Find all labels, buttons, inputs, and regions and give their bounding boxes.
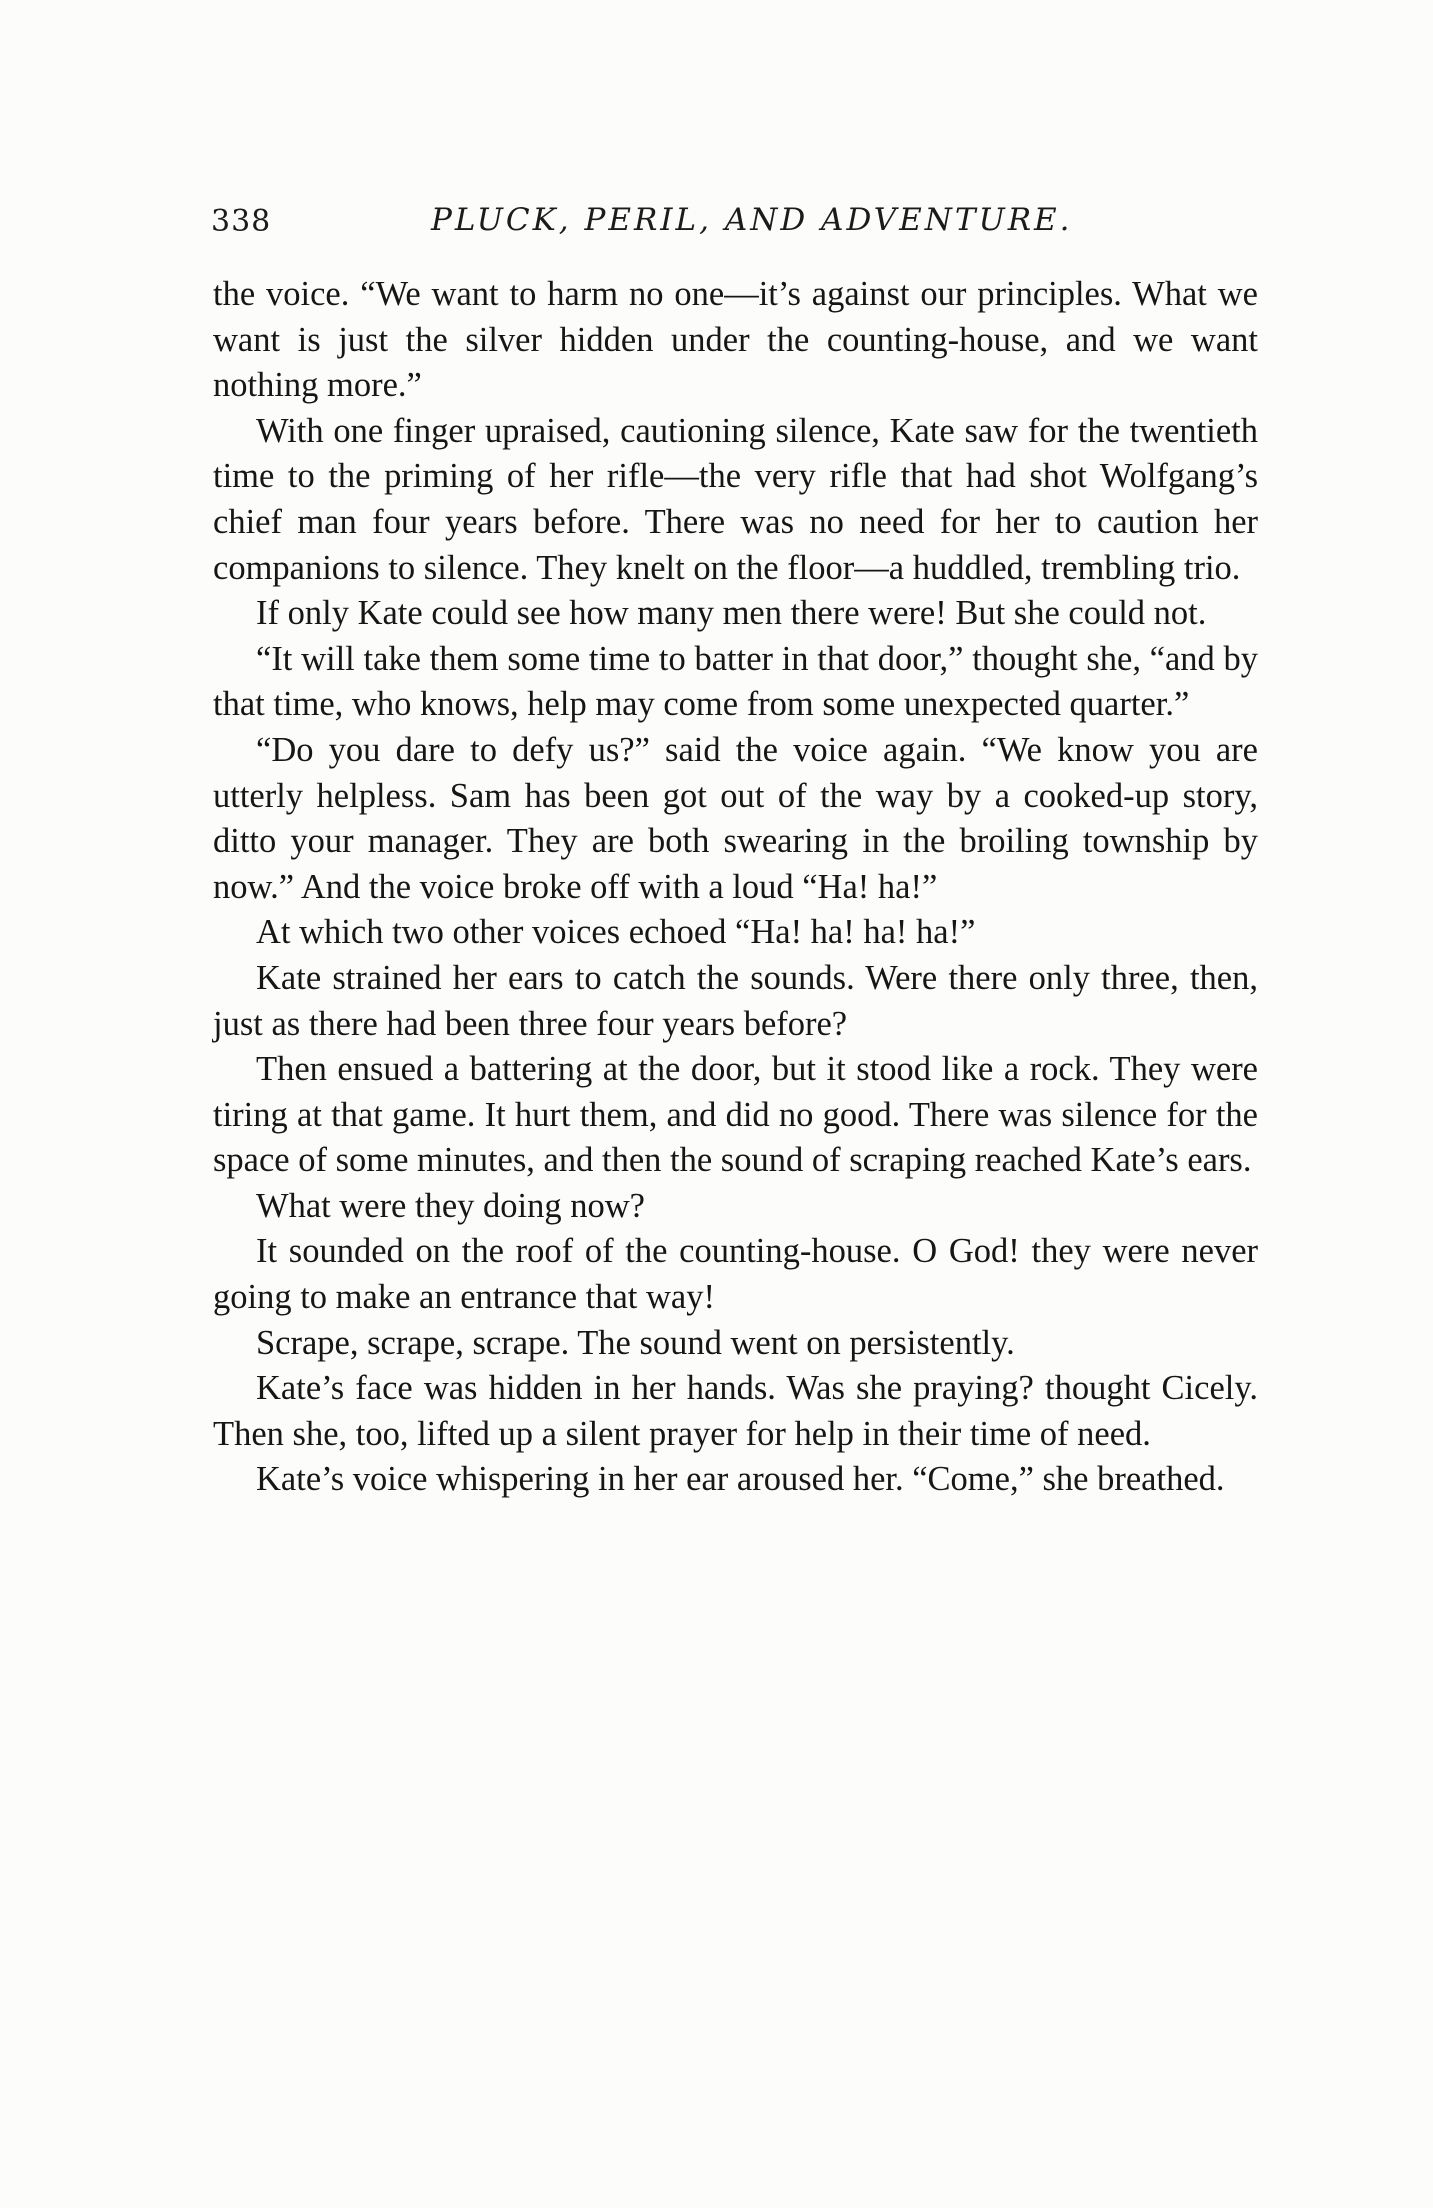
paragraph-continued: the voice. “We want to harm no one—it’s against our principles. What we want is just the silver hidden under the counting-house, and we want nothing more.” bbox=[213, 275, 1258, 405]
paragraph: With one finger upraised, cautioning silence, Kate saw for the twentieth time to the priming of her rifle—the very rifle that had shot Wolfgang’s chief man four years before. There was no need for her to caution her companions to silence. They knelt on the floor—a huddled, trembling trio. bbox=[213, 411, 1258, 587]
paragraph: “It will take them some time to batter in that door,” thought she, “and by that time, who knows, help may come from some unexpected quarter.” bbox=[213, 639, 1258, 724]
page-header bbox=[211, 198, 1261, 248]
paragraph: Kate strained her ears to catch the sounds. Were there only three, then, just as there had been three four years before? bbox=[213, 958, 1258, 1043]
paragraph: “Do you dare to defy us?” said the voice again. “We know you are utterly helpless. Sam has been got out of the way by a cooked-up story, ditto your manager. They are both swearing in the broiling township by now.” And the voice broke off with a loud “Ha! ha!” bbox=[213, 730, 1258, 906]
page-number: 338 bbox=[211, 204, 272, 239]
running-title: PLUCK, PERIL, AND ADVENTURE. bbox=[431, 202, 1073, 238]
body-text bbox=[213, 272, 1258, 1503]
paragraph: At which two other voices echoed “Ha! ha! ha! ha!” bbox=[256, 913, 976, 952]
paragraph: Kate’s voice whispering in her ear aroused her. “Come,” she breathed. bbox=[256, 1460, 1225, 1499]
paragraph: Then ensued a battering at the door, but it stood like a rock. They were tiring at that game. It hurt them, and did no good. There was silence for the space of some minutes, and then the sound of scraping reached Kate’s ears. bbox=[213, 1050, 1258, 1180]
paragraph: If only Kate could see how many men there were! But she could not. bbox=[256, 594, 1207, 633]
paragraph: Kate’s face was hidden in her hands. Was she praying? thought Cicely. Then she, too, lifted up a silent prayer for help in their time of need. bbox=[213, 1369, 1258, 1453]
paragraph: It sounded on the roof of the counting-house. O God! they were never going to make an entrance that way! bbox=[213, 1232, 1258, 1317]
paragraph: Scrape, scrape, scrape. The sound went on persistently. bbox=[256, 1323, 1015, 1362]
paragraph: What were they doing now? bbox=[256, 1186, 645, 1225]
